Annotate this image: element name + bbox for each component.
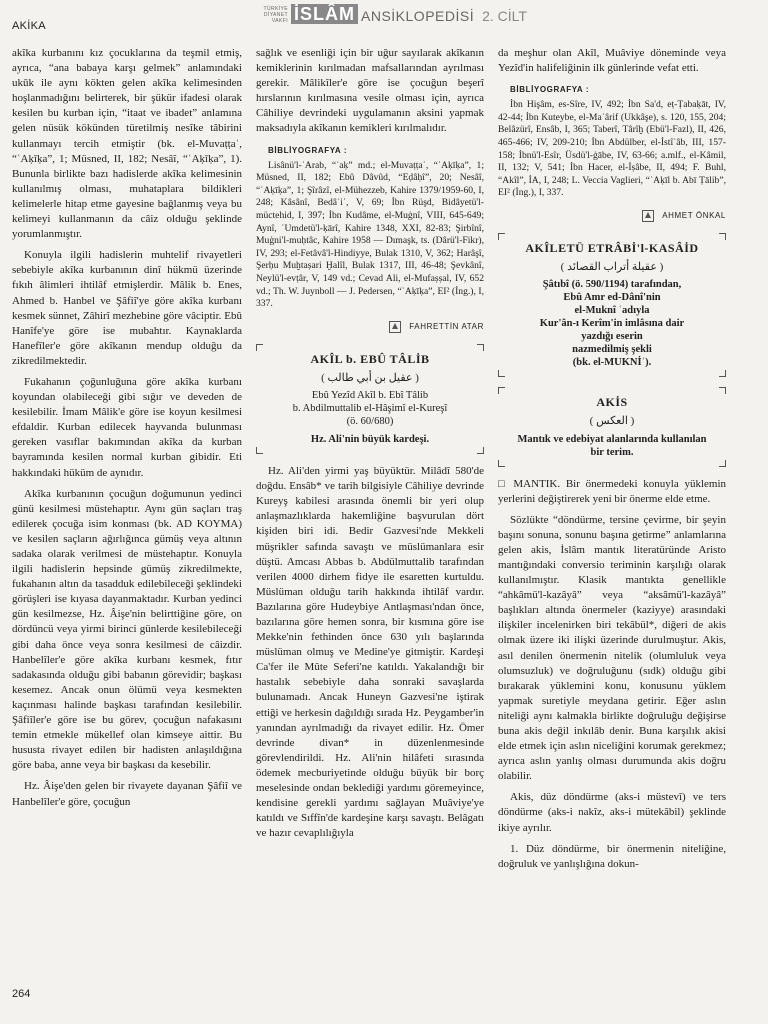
entry-full-name-cont: b. Abdilmuttalib el-Hâşimî el-Kureşî (292, 403, 448, 415)
entry-heading-box (498, 387, 726, 466)
paragraph: Akîka kurbanının çocuğun doğumunun yedinci günü kesilmesi müstehaptır. Aynı gün saçları traş edilerek çocuğa isim konması (bk. AD KOYMA) ve kesilen saçların ağırlığınca gümüş veya altının sadaka olarak verilmesi de müstehaptır. Konuyla ilgili hadislerin hepsinde gümüş zikredilmekte, fukahanın altın da tasadduk edilebileceği şeklindeki görüşleri ise kıyasa dayanmaktadır. Kurban yedinci gün kesilmezse, Hz. Âişe'nin belirttiğine göre, on dördüncü veya yirmi birinci günlerde kesilebileceği gibi daha önce veya sonra kesilmesi de câizdir. Hanbelîler'e göre akîka kurbanı kesmek, fıtır sadakasında olduğu gibi babanın görevidir; başkası kesemez. Ancak onun ölümü veya kesmekten kaçınması halinde başkası tarafından kesilebilir. Şâfiîler'e göre ise bu görev, çocuğun nafakasını temin etmekle mükellef olan kimseye aittir. Bu hususta rivayet edilen bir hadisten anlaşıldığına göre baba, anne veya bir başkası da kesebilir. (12, 487, 242, 772)
entry-description-line: Kur'ân-ı Kerîm'in imlâsına dair (539, 318, 685, 330)
column-1 (12, 46, 242, 816)
entry-arabic-title: ( العكس ) (589, 415, 635, 428)
author-mark-icon (389, 321, 401, 333)
bibliography: Lisânü'l-ʿArab, “ʿaḳ” md.; el-Muvaṭṭaʾ, “ʿAḳīḳa”, 1; Müsned, II, 182; Ebû Dâvûd, “Eḍâḥî”, 20; Nesâî, “ʿAḳīḳa”, 1; Şîrâzî, el-Mühezzeb, Kahire 1379/1959-60, I, 248; Kâsânî, Bedâʾiʿ, V, 69; İbn Rüşd, Bidâyetü'l-müctehid, I, 397; İbn Kudâme, el-Muġnî, VIII, 645-649; Aynî, ʿUmdetü'l-ḳārî, Kahire 1348, XXI, 82-83; Şirbînî, Muġni'l-muḥtâc, Kahire 1958 — Dımaşk, ts. (Dârü'l-Fikr), IV, 293; el-Fetâvâ'l-Hindiyye, Bulak 1310, V, 362; Harâşî, Şerḥu Muḫtaṣari Ḫalîl, Bulak 1317, III, 46-48; Şevkânî, Neylü'l-evṭâr, V, 149 vd.; Cevad Ali, el-Mufaṣṣal, IV, 652 vd.; Th. W. Juynboll — J. Pedersen, “ʿAḳīḳa”, EI² (İng.), I, 337. (256, 159, 484, 310)
brand-encyclopedia: ANSİKLOPEDİSİ (361, 8, 475, 24)
brand-publisher: TÜRKİYE DİYANET VAKFI (263, 6, 288, 24)
paragraph: Sözlükte “döndürme, tersine çevirme, bir şeyin başını sonuna, sonunu başına getirme” anlamlarına gelen akis, İslâm mantık literatüründe Aristo mantığındaki conversio teriminin karşılığı olarak kullanılmıştır. Klasik mantıkta genellikle “ahkâmü'l-kazâyâ” veya “aksâmü'l-kazâyâ” başlıkları altında önermeler (kaziyye) arasındaki ilişkiler incelenirken biri tekâbül*, diğeri de akis olmak üzere iki ilişki üzerinde durulmuştur. Akis, asıl denilen önermenin nitelik (olumluluk veya olumsuzluk) ve doğruluğunu (sıdk) olduğu gibi bırakarak yüklemini konu, konusunu yüklem yapmak suretiyle meydana getirir. Eğer aslın niteliği aynı kalmakla birlikte doğruluğu değişirse buna akis değil inkılâb denir. Buna karşılık akisi elde etmek için aslın niceliğini korumak gerekmez; ayrıca aslın yanlış olması durumunda akis doğru olabilir. (498, 513, 726, 783)
paragraph: 1. Düz döndürme, bir önermenin niteliğine, doğruluk ve yanlışlığına dokun- (498, 842, 726, 870)
paragraph: sağlık ve esenliği için bir uğur sayılarak akîkanın kemiklerinin kırılmadan mafsallarından ayrılması gerekir. Mâlikîler'e göre ise çocuğun beşerî hırslarının kırılmasına vesile olması için, ayrıca Câhiliye devrindeki uygulamanın aksini yapmak maksadıyla akîkanın kemikleri kırılmalıdır. (256, 47, 484, 135)
column-2 (256, 46, 484, 847)
entry-summary: Mantık ve edebiyat alanlarında kullanılan bir terim. (517, 433, 707, 458)
entry-description-line: Şâtıbî (ö. 590/1194) tarafından, (542, 279, 682, 291)
entry-title: AKÎL b. EBÛ TÂLİB (310, 351, 430, 366)
paragraph: Konuyla ilgili hadislerin muhtelif rivayetleri sebebiyle akîka kurbanının dinî hükmü üzerinde fıkıh âlimleri ihtilâf etmişlerdir. Mâlik b. Enes, Ahmed b. Hanbel ve Şâfiî'ye göre akîka kurbanı kesmek sünnet, Zâhirî mezhebine göre vâciptir. Ebû Hanîfe'ye göre ise mubahtır. Kaynaklarda Hanefîler'e göre akîkanın mendup olduğu da zikredilmektedir. (12, 249, 242, 367)
entry-summary: Hz. Ali'nin büyük kardeşi. (310, 434, 430, 446)
paragraph: da meşhur olan Akîl, Muâviye döneminde veya Yezîd'in halifeliğinin ilk günlerinde vefat etti. (498, 47, 726, 75)
entry-arabic-title: ( عقيلة أتراب القصائد ) (560, 261, 664, 274)
entry-description-line: yazdığı eserin (581, 331, 643, 343)
entry-heading-box (256, 344, 484, 454)
entry-title: AKİS (596, 395, 628, 410)
bibliography-heading: BİBLİYOGRAFYA : (510, 85, 590, 95)
entry-description-line: (bk. el-MUKNİʿ). (572, 357, 652, 369)
entry-description-line: el-Muknî ʿadıyla (574, 305, 650, 317)
publication-brand (258, 4, 527, 24)
entry-title: AKÎLETÜ ETRÂBİ'l-KASÂİD (525, 241, 699, 256)
volume-label: 2. CİLT (482, 8, 527, 24)
entry-description-line: Ebû Amr ed-Dânî'nin (563, 292, 661, 304)
running-head: AKİKA (12, 20, 46, 32)
paragraph: Hz. Âişe'den gelen bir rivayete dayanan Şâfiî ve Hanbelîler'e göre, çocuğun (12, 780, 242, 808)
paragraph: Fukahanın çoğunluğuna göre akîka kurbanı koyundan olabileceği gibi sığır ve deveden de kesilebilir. İmam Mâlik'e göre ise koyun kesilmesi efdaldir. Kurban edilecek hayvanda bulunması gereken vasıflar bakımından akîka da kurban bayramında kesilen normal kurban gibidir. Eti hakkındaki hüküm de aynıdır. (12, 375, 242, 479)
page-header (0, 0, 768, 36)
brand-islam: İSLÂM (291, 4, 358, 24)
bibliography: İbn Hişâm, es-Sîre, IV, 492; İbn Sa'd, eṭ-Ṭabaḳāt, IV, 42-44; İbn Kuteybe, el-Maʿârif (Ukkâşe), s. 120, 155, 204; Belâzürî, Ensâb, I, 365; Taberî, Târîḫ (Ebü'l-Fazl), II, 426, 465-466; IV, 209-210; İbn Abdülber, el-İstîʿâb, III, 157-158; İbnü'l-Esîr, Üsdü'l-ġābe, IV, 63-66; a.mlf., el-Kâmil, II, 132; V, 541; İbn Hacer, el-İṣâbe, II, 494; F. Buhl, “Akîl”, İA, I, 248; L. Veccia Vaglieri, “ʿAḳīl b. Abī Ṭālib”, EI² (İng.), I, 337. (498, 99, 726, 199)
entry-full-name: Ebû Yezîd Akîl b. Ebî Tâlib (311, 390, 429, 402)
author-signature (498, 208, 726, 223)
page-number: 264 (12, 988, 31, 1000)
author-name: AHMET ÖNKAL (662, 211, 726, 221)
author-signature (256, 319, 484, 334)
entry-description-line: nazmedilmiş şekli (572, 344, 652, 356)
entry-heading-box (498, 233, 726, 377)
paragraph: akîka kurbanını kız çocuklarına da teşmil etmiş, ayrıca, “ana babaya karşı gelmek” anlamındaki ukūk ile aynı kökten gelen akîka kelimesinden hoşlanmadığını belirterek, bir şükür ifadesi olarak kesilen bu kurban için, “itaat ve ibadet” anlamına gelen nüsük kökünden türetilmiş nesîke tâbirini kullanmayı tercih etmiştir (bk. el-Muvaṭṭaʾ, “ʿAḳīḳa”, 1; Müsned, II, 182; Nesâî, “ʿAḳīḳa”, 1). Bununla birlikte bazı hadislerde akîka kelimesinin kullanılmış olması, muhataplara bildikleri kelimelerle hitap etme gayesine bağlanmış veya bu kelimeyi kullanmanın da câiz olduğu şeklinde yorumlanmıştır. (12, 47, 242, 241)
entry-arabic-title: ( عقيل بن أبي طالب ) (321, 371, 419, 384)
paragraph: Akis, düz döndürme (aks-i müstevî) ve ters döndürme (aks-i nakîz, aks-i mütekâbil) şeklinde ikiye ayrılır. (498, 791, 726, 834)
paragraph: Hz. Ali'den yirmi yaş büyüktür. Milâdî 580'de doğdu. Ensâb* ve tarih bilgisiyle Câhiliye devrinde Kureyş kabilesi arasında önemli bir yeri olup anlaşmazlıklarda hakemliğine başvurulan dört kişiden biri idi. Bedir Gazvesi'nde Mekkeli müşrikler safında savaştı ve müslümanlara esir düştü. Amcası Abbas b. Abdülmuttalib tarafından verilen 4000 dirhem fidye ile esaretten kurtuldu. Müslüman olduğu tarih hakkında ihtilâf vardır. Bazılarına göre Hudeybiye Antlaşması'ndan önce, bazılarına göre hemen sonra, bir kısmına göre ise Mekke'nin fethinden önce 630 yılı başlarında müslüman olmuş ve Medine'ye gitmiştir. Kardeşi Ca'fer ile Mûte Seferi'ne katıldı. Yakalandığı bir hastalık sebebiyle daha sonraki savaşlarda bulunamadı. Ancak Huneyn Gazvesi'ne iştirak ettiği ve herkesin dağıldığı sırada Hz. Peygamber'in yanından ayrılmadığı da rivayet edilir. Hz. Ömer devrinde divan* in düzenlenmesinde görevlendirildi. Hz. Ali'nin hilâfeti sırasında ödemek mecburiyetinde olduğu büyük bir borç meselesinde ondan beklediği yardımı göremeyince, kendisine gerekli yardımı sağlayan Muâviye'ye katıldı ve Sıffîn'de kardeşine karşı savaştı. Belâgatı ve hazır cevaplılığıyla (256, 465, 484, 840)
column-3 (498, 46, 726, 878)
paragraph: □ MANTIK. Bir önermedeki konuyla yüklemin yerlerini değiştirerek yeni bir önerme elde etme. (498, 477, 726, 505)
author-name: FAHRETTİN ATAR (409, 321, 484, 331)
entry-death-date: (ö. 60/680) (346, 416, 394, 428)
author-mark-icon (642, 210, 654, 222)
bibliography-heading: BİBLİYOGRAFYA : (268, 145, 348, 155)
